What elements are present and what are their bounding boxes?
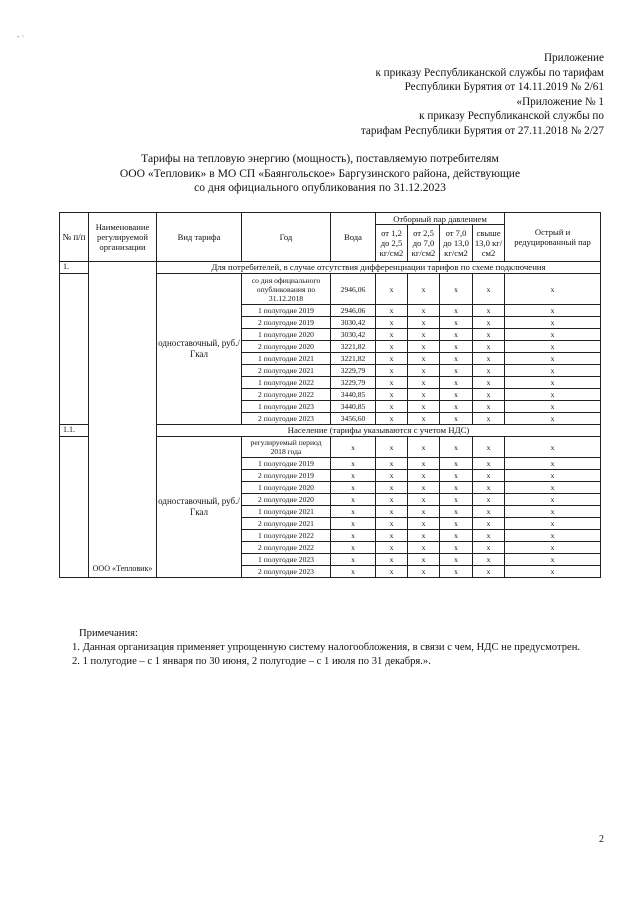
value-cell-p1: х bbox=[376, 377, 408, 389]
value-cell-p1: х bbox=[376, 401, 408, 413]
header-line: тарифам Республики Бурятия от 27.11.2018 № 2/27 bbox=[360, 124, 604, 137]
value-cell-p1: х bbox=[376, 554, 408, 566]
value-cell-p3: х bbox=[440, 389, 473, 401]
value-cell-sharp: х bbox=[505, 353, 601, 365]
value-cell-p4: х bbox=[473, 566, 505, 578]
value-cell-sharp: х bbox=[505, 494, 601, 506]
value-cell-sharp: х bbox=[505, 274, 601, 305]
value-cell-sharp: х bbox=[505, 542, 601, 554]
value-cell-p2: х bbox=[408, 518, 440, 530]
header-org: Наименование регулируемой организации bbox=[89, 213, 157, 262]
value-cell-p1: х bbox=[376, 353, 408, 365]
value-cell-water: х bbox=[331, 470, 376, 482]
value-cell-p2: х bbox=[408, 482, 440, 494]
period-cell: 2 полугодие 2023 bbox=[242, 566, 331, 578]
value-cell-p2: х bbox=[408, 305, 440, 317]
empty-num-cell bbox=[60, 274, 89, 425]
value-cell-water: х bbox=[331, 518, 376, 530]
value-cell-water: х bbox=[331, 530, 376, 542]
value-cell-p4: х bbox=[473, 458, 505, 470]
header-line: к приказу Республиканской службы по тарифам bbox=[375, 66, 604, 79]
value-cell-water: 3440,85 bbox=[331, 401, 376, 413]
value-cell-p1: х bbox=[376, 365, 408, 377]
value-cell-p4: х bbox=[473, 389, 505, 401]
value-cell-water: х bbox=[331, 437, 376, 458]
period-cell: 1 полугодие 2021 bbox=[242, 506, 331, 518]
title-line: ООО «Тепловик» в МО СП «Баянгольское» Баргузинского района, действующие bbox=[119, 166, 521, 180]
value-cell-p3: х bbox=[440, 401, 473, 413]
org-name: ООО «Тепловик» bbox=[89, 262, 157, 578]
period-cell: 1 полугодие 2022 bbox=[242, 377, 331, 389]
value-cell-water: 3221,82 bbox=[331, 353, 376, 365]
header-line: «Приложение № 1 bbox=[516, 95, 604, 108]
value-cell-sharp: х bbox=[505, 341, 601, 353]
value-cell-p1: х bbox=[376, 530, 408, 542]
header-pressure-3: от 7,0 до 13,0 кг/см2 bbox=[440, 225, 473, 262]
tariff-kind: одноставочный, руб./Гкал bbox=[157, 437, 242, 578]
section-num: 1.1. bbox=[60, 425, 89, 437]
value-cell-p2: х bbox=[408, 365, 440, 377]
value-cell-p3: х bbox=[440, 470, 473, 482]
value-cell-p3: х bbox=[440, 305, 473, 317]
period-cell: 1 полугодие 2020 bbox=[242, 482, 331, 494]
value-cell-p4: х bbox=[473, 554, 505, 566]
value-cell-sharp: х bbox=[505, 437, 601, 458]
value-cell-sharp: х bbox=[505, 317, 601, 329]
value-cell-p2: х bbox=[408, 470, 440, 482]
value-cell-p2: х bbox=[408, 494, 440, 506]
value-cell-p2: х bbox=[408, 329, 440, 341]
period-cell: 2 полугодие 2022 bbox=[242, 389, 331, 401]
value-cell-p3: х bbox=[440, 566, 473, 578]
value-cell-p4: х bbox=[473, 542, 505, 554]
value-cell-p1: х bbox=[376, 482, 408, 494]
value-cell-water: х bbox=[331, 458, 376, 470]
period-cell: регулируемый период 2018 года bbox=[242, 437, 331, 458]
value-cell-water: х bbox=[331, 554, 376, 566]
period-cell: 1 полугодие 2020 bbox=[242, 329, 331, 341]
value-cell-water: х bbox=[331, 494, 376, 506]
value-cell-p3: х bbox=[440, 482, 473, 494]
empty-num-cell bbox=[60, 437, 89, 578]
header-line: Республики Бурятия от 14.11.2019 № 2/61 bbox=[404, 81, 604, 94]
header-pressure-4: свыше 13,0 кг/см2 bbox=[473, 225, 505, 262]
value-cell-p4: х bbox=[473, 353, 505, 365]
value-cell-p1: х bbox=[376, 470, 408, 482]
value-cell-water: 3229,79 bbox=[331, 377, 376, 389]
value-cell-sharp: х bbox=[505, 305, 601, 317]
value-cell-water: 3030,42 bbox=[331, 317, 376, 329]
value-cell-p4: х bbox=[473, 329, 505, 341]
value-cell-p1: х bbox=[376, 413, 408, 425]
value-cell-p4: х bbox=[473, 530, 505, 542]
value-cell-p2: х bbox=[408, 317, 440, 329]
corner-mark: - · bbox=[17, 32, 25, 41]
document-title bbox=[40, 152, 600, 196]
value-cell-p3: х bbox=[440, 437, 473, 458]
period-cell: 2 полугодие 2020 bbox=[242, 494, 331, 506]
value-cell-sharp: х bbox=[505, 389, 601, 401]
value-cell-p3: х bbox=[440, 506, 473, 518]
value-cell-p4: х bbox=[473, 274, 505, 305]
value-cell-p2: х bbox=[408, 401, 440, 413]
value-cell-p4: х bbox=[473, 482, 505, 494]
period-cell: 2 полугодие 2020 bbox=[242, 341, 331, 353]
value-cell-p2: х bbox=[408, 377, 440, 389]
value-cell-p4: х bbox=[473, 506, 505, 518]
period-cell: 1 полугодие 2019 bbox=[242, 305, 331, 317]
value-cell-p3: х bbox=[440, 377, 473, 389]
table-header-row bbox=[60, 213, 601, 225]
value-cell-p3: х bbox=[440, 274, 473, 305]
value-cell-water: 3440,85 bbox=[331, 389, 376, 401]
value-cell-sharp: х bbox=[505, 401, 601, 413]
value-cell-p1: х bbox=[376, 506, 408, 518]
value-cell-p4: х bbox=[473, 305, 505, 317]
value-cell-p2: х bbox=[408, 274, 440, 305]
header-pressure-2: от 2,5 до 7,0 кг/см2 bbox=[408, 225, 440, 262]
value-cell-p2: х bbox=[408, 554, 440, 566]
section-title: Для потребителей, в случае отсутствия дифференциации тарифов по схеме подключения bbox=[157, 262, 601, 274]
value-cell-sharp: х bbox=[505, 530, 601, 542]
value-cell-p3: х bbox=[440, 341, 473, 353]
header-line: к приказу Республиканской службы по bbox=[419, 110, 604, 123]
value-cell-sharp: х bbox=[505, 458, 601, 470]
section-title: Население (тарифы указываются с учетом НДС) bbox=[157, 425, 601, 437]
value-cell-sharp: х bbox=[505, 482, 601, 494]
value-cell-p2: х bbox=[408, 506, 440, 518]
period-cell: 2 полугодие 2023 bbox=[242, 413, 331, 425]
value-cell-sharp: х bbox=[505, 377, 601, 389]
period-cell: со дня официального опубликования по 31.12.2018 bbox=[242, 274, 331, 305]
notes-title: Примечания: bbox=[79, 628, 138, 639]
value-cell-p4: х bbox=[473, 365, 505, 377]
value-cell-p4: х bbox=[473, 413, 505, 425]
value-cell-water: х bbox=[331, 542, 376, 554]
period-cell: 2 полугодие 2021 bbox=[242, 365, 331, 377]
value-cell-p3: х bbox=[440, 353, 473, 365]
period-cell: 2 полугодие 2022 bbox=[242, 542, 331, 554]
value-cell-p3: х bbox=[440, 554, 473, 566]
period-cell: 1 полугодие 2019 bbox=[242, 458, 331, 470]
header-num: № п/п bbox=[60, 213, 89, 262]
period-cell: 2 полугодие 2019 bbox=[242, 317, 331, 329]
value-cell-p2: х bbox=[408, 530, 440, 542]
value-cell-water: х bbox=[331, 482, 376, 494]
value-cell-p2: х bbox=[408, 458, 440, 470]
value-cell-p2: х bbox=[408, 389, 440, 401]
note-item: 1. Данная организация применяет упрощенную систему налогообложения, в связи с чем, НДС не предусмотрен. bbox=[72, 642, 581, 653]
value-cell-p1: х bbox=[376, 274, 408, 305]
tariff-kind: одноставочный, руб./Гкал bbox=[157, 274, 242, 425]
value-cell-p2: х bbox=[408, 341, 440, 353]
note-item: 2. 1 полугодие – с 1 января по 30 июня, 2 полугодие – с 1 июля по 31 декабря.». bbox=[72, 656, 431, 667]
value-cell-p1: х bbox=[376, 317, 408, 329]
value-cell-sharp: х bbox=[505, 470, 601, 482]
value-cell-p3: х bbox=[440, 329, 473, 341]
value-cell-p2: х bbox=[408, 566, 440, 578]
value-cell-water: х bbox=[331, 566, 376, 578]
value-cell-p3: х bbox=[440, 494, 473, 506]
header-year: Год bbox=[242, 213, 331, 262]
period-cell: 1 полугодие 2023 bbox=[242, 554, 331, 566]
value-cell-p4: х bbox=[473, 518, 505, 530]
period-cell: 1 полугодие 2023 bbox=[242, 401, 331, 413]
value-cell-p4: х bbox=[473, 401, 505, 413]
value-cell-p1: х bbox=[376, 389, 408, 401]
value-cell-p1: х bbox=[376, 458, 408, 470]
tariff-table bbox=[59, 212, 601, 578]
value-cell-sharp: х bbox=[505, 506, 601, 518]
header-line: Приложение bbox=[543, 52, 604, 64]
value-cell-p1: х bbox=[376, 437, 408, 458]
appendix-header bbox=[204, 51, 604, 139]
value-cell-water: 3456,60 bbox=[331, 413, 376, 425]
period-cell: 2 полугодие 2019 bbox=[242, 470, 331, 482]
value-cell-water: 3030,42 bbox=[331, 329, 376, 341]
value-cell-p1: х bbox=[376, 566, 408, 578]
value-cell-p4: х bbox=[473, 470, 505, 482]
value-cell-p1: х bbox=[376, 494, 408, 506]
header-kind: Вид тарифа bbox=[157, 213, 242, 262]
value-cell-water: 3229,79 bbox=[331, 365, 376, 377]
value-cell-p2: х bbox=[408, 353, 440, 365]
period-cell: 2 полугодие 2021 bbox=[242, 518, 331, 530]
value-cell-p1: х bbox=[376, 542, 408, 554]
value-cell-p3: х bbox=[440, 530, 473, 542]
header-pressure-1: от 1,2 до 2,5 кг/см2 bbox=[376, 225, 408, 262]
value-cell-water: 2946,06 bbox=[331, 274, 376, 305]
value-cell-p3: х bbox=[440, 365, 473, 377]
value-cell-p3: х bbox=[440, 317, 473, 329]
section-num: 1. bbox=[60, 262, 89, 274]
value-cell-p4: х bbox=[473, 317, 505, 329]
value-cell-p4: х bbox=[473, 341, 505, 353]
value-cell-p1: х bbox=[376, 341, 408, 353]
page-number: 2 bbox=[599, 834, 604, 845]
value-cell-p3: х bbox=[440, 413, 473, 425]
notes bbox=[59, 627, 605, 669]
value-cell-p2: х bbox=[408, 437, 440, 458]
value-cell-p3: х bbox=[440, 518, 473, 530]
value-cell-sharp: х bbox=[505, 566, 601, 578]
value-cell-sharp: х bbox=[505, 413, 601, 425]
value-cell-p4: х bbox=[473, 494, 505, 506]
value-cell-sharp: х bbox=[505, 329, 601, 341]
header-steam-group: Отборный пар давлением bbox=[376, 213, 505, 225]
value-cell-p1: х bbox=[376, 305, 408, 317]
value-cell-p2: х bbox=[408, 413, 440, 425]
value-cell-p1: х bbox=[376, 518, 408, 530]
title-line: Тарифы на тепловую энергию (мощность), поставляемую потребителям bbox=[141, 152, 499, 165]
value-cell-p2: х bbox=[408, 542, 440, 554]
period-cell: 1 полугодие 2022 bbox=[242, 530, 331, 542]
header-sharp-steam: Острый и редуцированный пар bbox=[505, 213, 601, 262]
value-cell-water: х bbox=[331, 506, 376, 518]
section-row bbox=[60, 262, 601, 274]
value-cell-sharp: х bbox=[505, 518, 601, 530]
value-cell-water: 2946,06 bbox=[331, 305, 376, 317]
value-cell-sharp: х bbox=[505, 554, 601, 566]
title-line: со дня официального опубликования по 31.12.2023 bbox=[194, 181, 446, 195]
value-cell-sharp: х bbox=[505, 365, 601, 377]
value-cell-p4: х bbox=[473, 437, 505, 458]
header-water: Вода bbox=[331, 213, 376, 262]
value-cell-p3: х bbox=[440, 542, 473, 554]
period-cell: 1 полугодие 2021 bbox=[242, 353, 331, 365]
value-cell-p4: х bbox=[473, 377, 505, 389]
value-cell-p1: х bbox=[376, 329, 408, 341]
value-cell-water: 3221,82 bbox=[331, 341, 376, 353]
value-cell-p3: х bbox=[440, 458, 473, 470]
